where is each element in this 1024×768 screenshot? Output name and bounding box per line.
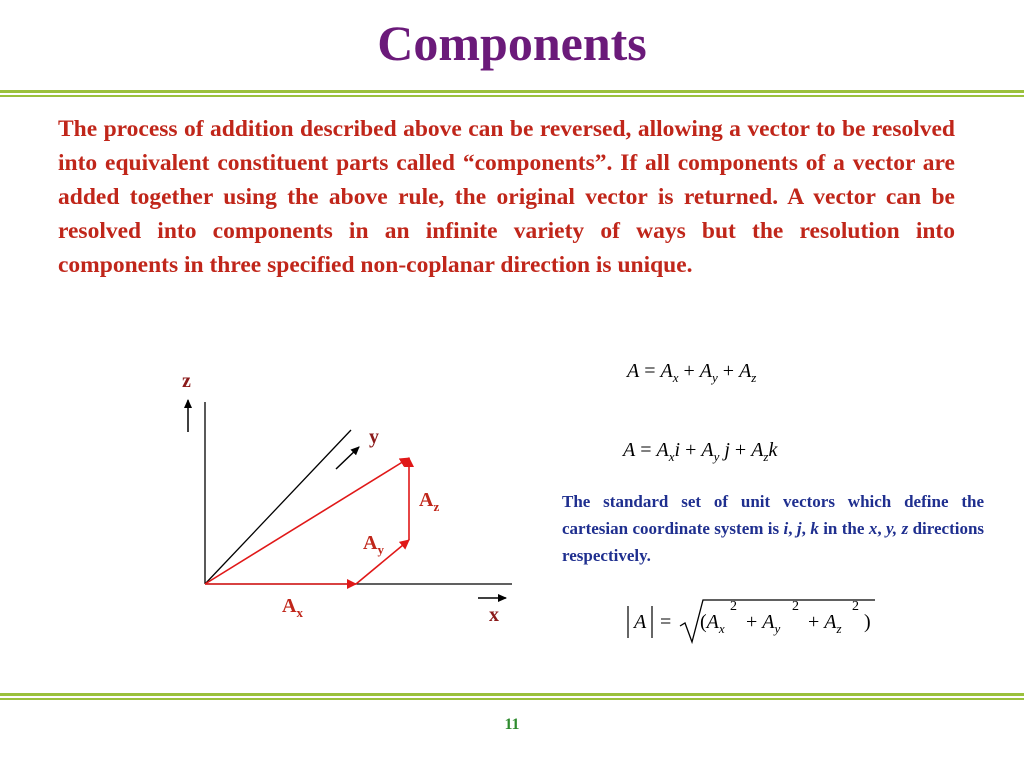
slide-title: Components bbox=[377, 15, 647, 71]
page-number: 11 bbox=[504, 716, 520, 733]
y-axis-label: y bbox=[369, 426, 379, 448]
magnitude-equals: = bbox=[660, 611, 672, 633]
magnitude-term-z: + $A_z$ bbox=[808, 611, 842, 636]
bottom-divider bbox=[0, 693, 1024, 696]
magnitude-close: ) bbox=[864, 611, 871, 633]
ax-label: $A_x$ bbox=[282, 595, 303, 620]
power-y: 2 bbox=[792, 599, 799, 614]
magnitude-lhs: A bbox=[634, 611, 647, 633]
power-x: 2 bbox=[730, 599, 737, 614]
bottom-divider-thin bbox=[0, 698, 1024, 700]
magnitude-term-y: + $A_y$ bbox=[746, 611, 781, 636]
x-axis-label: x bbox=[489, 604, 499, 626]
az-label: $A_z$ bbox=[419, 489, 440, 514]
power-z: 2 bbox=[852, 599, 859, 614]
unit-vector-note: The standard set of unit vectors which define the cartesian coordinate system is i, j, k in the x, y, z directions respectively. bbox=[562, 492, 985, 565]
magnitude-equation: ($A_x$ bbox=[700, 611, 725, 636]
z-axis-label: z bbox=[182, 370, 191, 392]
component-sum-equation: $A = A_x + A_y + A_z$ bbox=[627, 360, 757, 385]
body-paragraph: The process of addition described above can be reversed, allowing a vector to be resolved into equivalent constituent parts called “components”. If all components of a vector are added together using the above rule, the original vector is returned. A vector can be resolved into components in an infinite variety of ways but the resolution into components in three specified non-coplanar direction is unique. bbox=[58, 116, 955, 278]
unit-vector-equation: $A = A_xi + A_y$ $j + A_zk$ bbox=[623, 439, 778, 464]
ay-label: $A_y$ bbox=[363, 532, 384, 557]
